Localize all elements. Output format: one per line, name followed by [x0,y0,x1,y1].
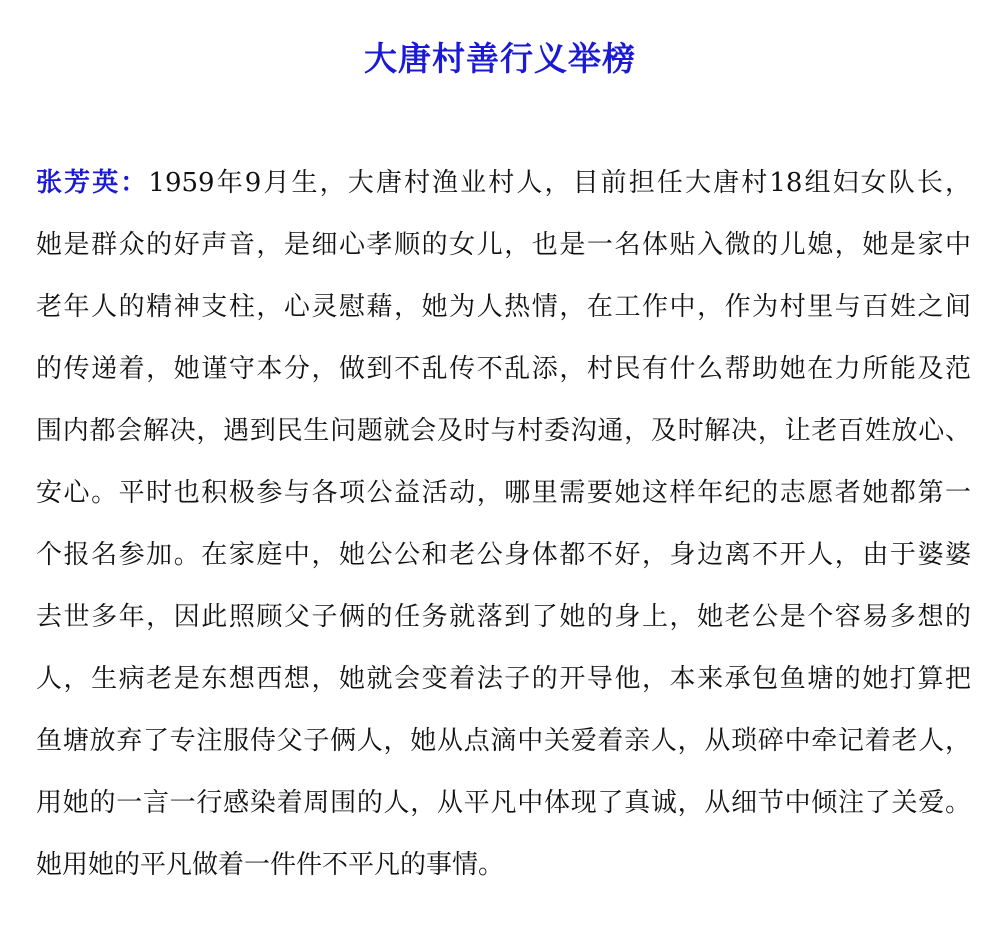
body-line: 个报名参加。在家庭中，她公公和老公身体都不好，身边离不开人，由于婆婆 [36,540,971,570]
body-line: 的传递着，她谨守本分，做到不乱传不乱添，村民有什么帮助她在力所能及范 [36,354,971,384]
body-line: 她是群众的好声音，是细心孝顺的女儿，也是一名体贴入微的儿媳，她是家中 [36,230,971,260]
body-line-text: 1959年9月生，大唐村渔业村人，目前担任大唐村18组妇女队长， [148,168,971,198]
body-line: 老年人的精神支柱，心灵慰藉，她为人热情，在工作中，作为村里与百姓之间 [36,292,971,322]
page-title: 大唐村善行义举榜 [364,39,636,78]
body-line: 她用她的平凡做着一件件不平凡的事情。 [36,850,505,880]
document-body [36,152,971,896]
body-line: 去世多年，因此照顾父子俩的任务就落到了她的身上，她老公是个容易多想的 [36,602,971,632]
body-line: 围内都会解决，遇到民生问题就会及时与村委沟通，及时解决，让老百姓放心、 [36,416,971,446]
person-name-label: 张芳英： [36,168,149,198]
body-line: 鱼塘放弃了专注服侍父子俩人，她从点滴中关爱着亲人，从琐碎中牵记着老人， [36,726,971,756]
body-line [36,152,971,214]
body-line: 安心。平时也积极参与各项公益活动，哪里需要她这样年纪的志愿者她都第一 [36,478,971,508]
body-line: 人，生病老是东想西想，她就会变着法子的开导他，本来承包鱼塘的她打算把 [36,664,971,694]
body-line: 用她的一言一行感染着周围的人，从平凡中体现了真诚，从细节中倾注了关爱。 [36,788,971,818]
